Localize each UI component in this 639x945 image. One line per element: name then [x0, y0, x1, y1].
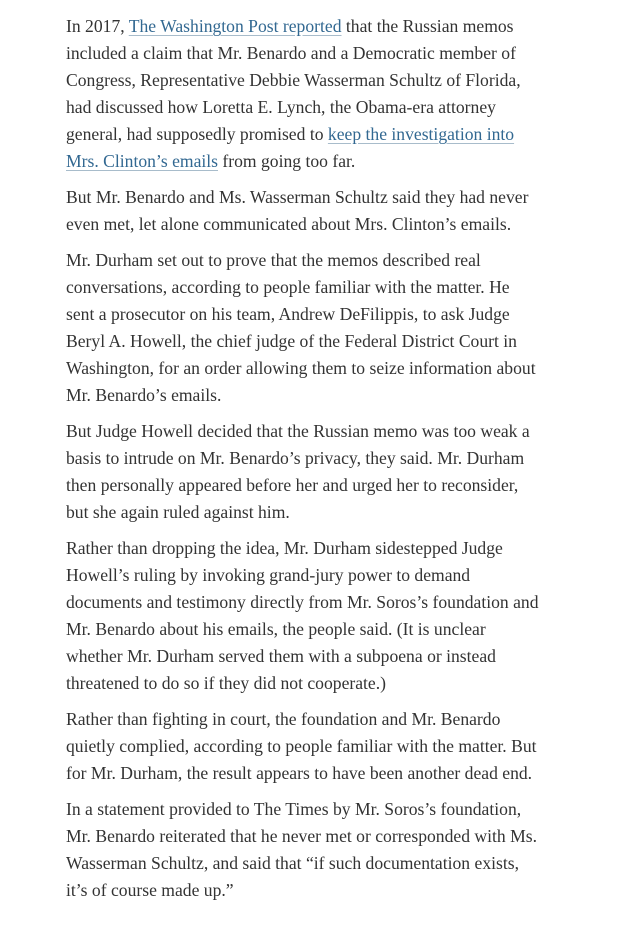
paragraph-4-line-4: but she again ruled against him. — [66, 502, 290, 522]
investigation-link-part-1[interactable]: keep the investigation into — [327, 124, 515, 144]
paragraph-2-line-1: But Mr. Benardo and Ms. Wasserman Schultz said they had never — [66, 187, 529, 207]
paragraph-1-line-6 — [66, 148, 626, 175]
investigation-link-part-2[interactable]: Mrs. Clinton’s emails — [66, 151, 218, 171]
paragraph-4 — [66, 418, 626, 526]
paragraph-7-line-2: Mr. Benardo reiterated that he never met or corresponded with Ms. — [66, 826, 537, 846]
paragraph-6-line-2: quietly complied, according to people familiar with the matter. But — [66, 736, 537, 756]
paragraph-4-line-2: basis to intrude on Mr. Benardo’s privacy, they said. Mr. Durham — [66, 448, 525, 468]
paragraph-3-line-1: Mr. Durham set out to prove that the memos described real — [66, 250, 481, 270]
paragraph-4-line-1: But Judge Howell decided that the Russian memo was too weak a — [66, 421, 530, 441]
paragraph-5-line-2: Howell’s ruling by invoking grand-jury power to demand — [66, 565, 471, 585]
paragraph-5-line-4: Mr. Benardo about his emails, the people said. (It is unclear — [66, 619, 486, 639]
paragraph-3 — [66, 247, 626, 409]
paragraph-1-line-5 — [66, 121, 626, 148]
paragraph-7-line-4: it’s of course made up.” — [66, 880, 234, 900]
paragraph-6 — [66, 706, 626, 787]
article-body — [66, 13, 626, 913]
paragraph-1-line-3: Congress, Representative Debbie Wasserman Schultz of Florida, — [66, 70, 521, 90]
paragraph-1-line-1 — [66, 13, 626, 40]
paragraph-3-line-3: sent a prosecutor on his team, Andrew DeFilippis, to ask Judge — [66, 304, 510, 324]
text-segment: general, had supposedly promised to — [66, 124, 328, 144]
paragraph-7-line-1: In a statement provided to The Times by Mr. Soros’s foundation, — [66, 799, 522, 819]
paragraph-5-line-3: documents and testimony directly from Mr. Soros’s foundation and — [66, 592, 539, 612]
paragraph-6-line-3: for Mr. Durham, the result appears to have been another dead end. — [66, 763, 533, 783]
paragraph-5-line-5: whether Mr. Durham served them with a subpoena or instead — [66, 646, 496, 666]
paragraph-3-line-6: Mr. Benardo’s emails. — [66, 385, 222, 405]
paragraph-6-line-1: Rather than fighting in court, the foundation and Mr. Benardo — [66, 709, 501, 729]
paragraph-1 — [66, 13, 626, 175]
paragraph-7-line-3: Wasserman Schultz, and said that “if such documentation exists, — [66, 853, 519, 873]
text-segment: In 2017, — [66, 16, 129, 36]
paragraph-1-line-2: included a claim that Mr. Benardo and a Democratic member of — [66, 43, 516, 63]
paragraph-5-line-1: Rather than dropping the idea, Mr. Durham sidestepped Judge — [66, 538, 503, 558]
paragraph-3-line-2: conversations, according to people familiar with the matter. He — [66, 277, 510, 297]
paragraph-7 — [66, 796, 626, 904]
paragraph-2 — [66, 184, 626, 238]
text-segment: from going too far. — [218, 151, 356, 171]
paragraph-4-line-3: then personally appeared before her and urged her to reconsider, — [66, 475, 519, 495]
paragraph-2-line-2: even met, let alone communicated about Mrs. Clinton’s emails. — [66, 214, 512, 234]
paragraph-5-line-6: threatened to do so if they did not cooperate.) — [66, 673, 387, 693]
washington-post-link[interactable]: The Washington Post reported — [128, 16, 342, 36]
paragraph-3-line-4: Beryl A. Howell, the chief judge of the Federal District Court in — [66, 331, 517, 351]
text-segment: that the Russian memos — [341, 16, 514, 36]
paragraph-3-line-5: Washington, for an order allowing them to seize information about — [66, 358, 536, 378]
paragraph-5 — [66, 535, 626, 697]
paragraph-1-line-4: had discussed how Loretta E. Lynch, the Obama-era attorney — [66, 97, 496, 117]
